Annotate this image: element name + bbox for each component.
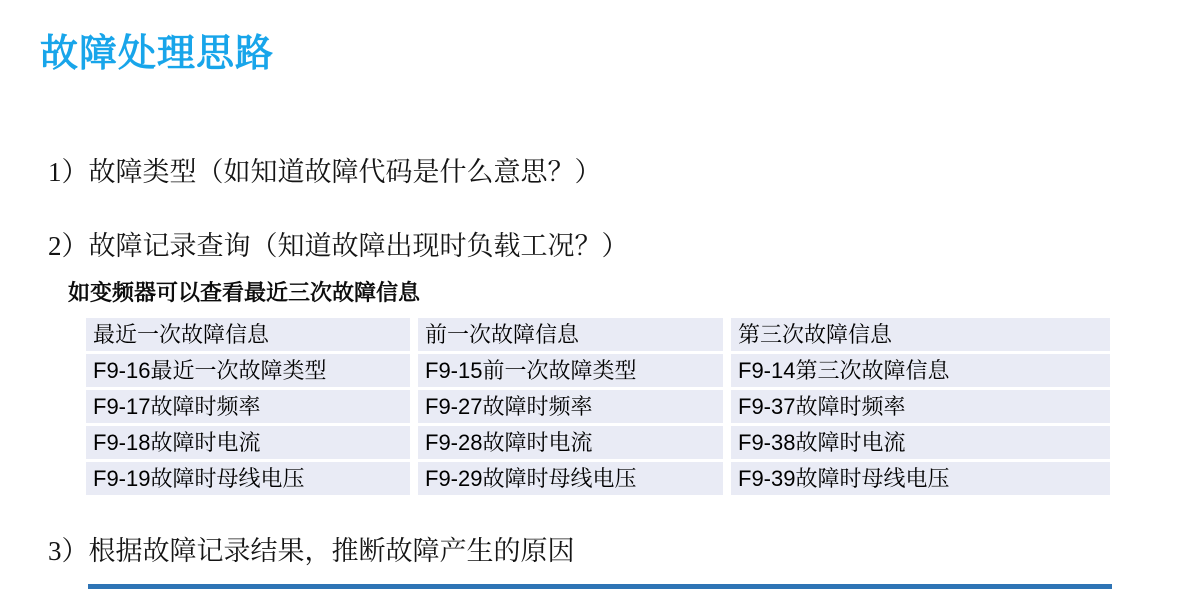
table-cell: F9-15前一次故障类型 — [418, 354, 723, 387]
table-header-previous-fault: 前一次故障信息 — [418, 318, 723, 351]
table-cell: F9-38故障时电流 — [731, 426, 1110, 459]
table-header-latest-fault: 最近一次故障信息 — [86, 318, 410, 351]
footer-accent-bar — [88, 584, 1112, 589]
fault-table-note: 如变频器可以查看最近三次故障信息 — [68, 280, 421, 305]
list-item-fault-record-query: 2）故障记录查询（知道故障出现时负载工况？） — [48, 231, 629, 261]
table-cell: F9-16最近一次故障类型 — [86, 354, 410, 387]
table-cell: F9-28故障时电流 — [418, 426, 723, 459]
list-item-infer-cause: 3）根据故障记录结果，推断故障产生的原因 — [48, 536, 575, 566]
table-header-third-fault: 第三次故障信息 — [731, 318, 1110, 351]
page-title: 故障处理思路 — [40, 33, 275, 75]
table-cell: F9-27故障时频率 — [418, 390, 723, 423]
table-cell: F9-39故障时母线电压 — [731, 462, 1110, 495]
table-cell: F9-14第三次故障信息 — [731, 354, 1110, 387]
fault-record-table — [86, 318, 1110, 495]
table-cell: F9-37故障时频率 — [731, 390, 1110, 423]
table-cell: F9-29故障时母线电压 — [418, 462, 723, 495]
list-item-fault-type: 1）故障类型（如知道故障代码是什么意思？） — [48, 157, 602, 187]
table-cell: F9-18故障时电流 — [86, 426, 410, 459]
table-cell: F9-17故障时频率 — [86, 390, 410, 423]
table-cell: F9-19故障时母线电压 — [86, 462, 410, 495]
